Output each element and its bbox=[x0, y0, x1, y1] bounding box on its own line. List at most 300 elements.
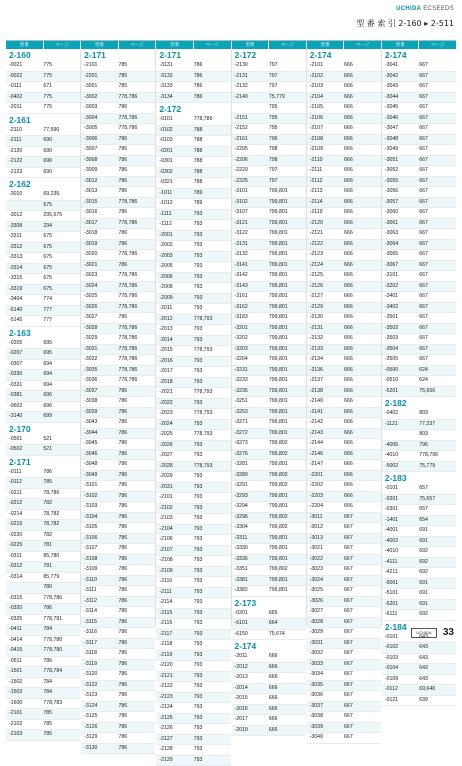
model-code: -3121 bbox=[232, 219, 266, 229]
model-code: -3022 bbox=[307, 555, 341, 565]
page-ref: 666 bbox=[341, 229, 381, 239]
model-code: -0102 bbox=[156, 126, 190, 136]
index-row bbox=[81, 408, 155, 419]
page-ref: 521 bbox=[40, 445, 80, 455]
page-ref: 786 bbox=[116, 733, 156, 743]
model-code: -2201 bbox=[307, 471, 341, 481]
page-ref: 799,801 bbox=[266, 334, 306, 344]
model-code: -0414 bbox=[6, 636, 40, 646]
index-row bbox=[307, 135, 381, 146]
model-code: -2130 bbox=[307, 313, 341, 323]
code-header: 型番 bbox=[156, 41, 194, 49]
page-ref: 793 bbox=[191, 273, 231, 283]
model-code: -3106 bbox=[81, 534, 115, 544]
page-ref: 666 bbox=[341, 135, 381, 145]
index-row bbox=[81, 261, 155, 272]
model-code: -3024 bbox=[307, 576, 341, 586]
index-row bbox=[382, 271, 456, 282]
index-row bbox=[382, 366, 456, 377]
model-code: -3109 bbox=[81, 565, 115, 575]
index-row bbox=[156, 325, 230, 336]
model-code: -2131 bbox=[307, 324, 341, 334]
index-row bbox=[156, 703, 230, 714]
model-code: -3204 bbox=[232, 355, 266, 365]
page-ref: 624 bbox=[416, 366, 456, 376]
page-ref: 799,801 bbox=[266, 492, 306, 502]
index-row bbox=[307, 628, 381, 639]
model-code: -3003 bbox=[81, 103, 115, 113]
page-ref: 784 bbox=[40, 678, 80, 688]
page-ref: 793 bbox=[191, 241, 231, 251]
model-code: -3013 bbox=[81, 187, 115, 197]
index-row bbox=[6, 157, 80, 168]
page-ref: 667 bbox=[341, 733, 381, 743]
model-code: -0101 bbox=[382, 484, 416, 494]
index-row bbox=[307, 271, 381, 282]
page-ref: 666 bbox=[341, 271, 381, 281]
model-code: -3065 bbox=[382, 250, 416, 260]
page-ref: 75,779 bbox=[266, 93, 306, 103]
page-ref: 666 bbox=[341, 93, 381, 103]
page-ref: 667 bbox=[416, 250, 456, 260]
index-row bbox=[232, 261, 306, 272]
group-code: 2-183 bbox=[382, 472, 456, 484]
model-code: -0402 bbox=[382, 409, 416, 419]
model-code: -2115 bbox=[156, 609, 190, 619]
model-code: -2129 bbox=[156, 756, 190, 766]
model-code: -3038 bbox=[81, 397, 115, 407]
model-code: -2109 bbox=[307, 145, 341, 155]
model-code: -2105 bbox=[307, 103, 341, 113]
model-code: -2133 bbox=[307, 345, 341, 355]
model-code: -3036 bbox=[81, 376, 115, 386]
index-row bbox=[81, 313, 155, 324]
model-code: -0500 bbox=[382, 366, 416, 376]
index-row bbox=[6, 190, 80, 201]
index-row bbox=[6, 61, 80, 72]
index-row bbox=[156, 651, 230, 662]
index-row bbox=[382, 240, 456, 251]
page-ref: 784 bbox=[40, 625, 80, 635]
model-code: -3293 bbox=[232, 492, 266, 502]
page-ref: 666 bbox=[341, 492, 381, 502]
model-code: -3063 bbox=[382, 229, 416, 239]
page-ref: 667 bbox=[416, 282, 456, 292]
index-row bbox=[382, 93, 456, 104]
model-code: -2005 bbox=[156, 262, 190, 272]
index-row bbox=[382, 124, 456, 135]
index-row bbox=[156, 430, 230, 441]
model-code: -2123 bbox=[6, 168, 40, 178]
page-ref: 666 bbox=[341, 240, 381, 250]
model-code: -0302 bbox=[156, 168, 190, 178]
index-row bbox=[232, 229, 306, 240]
index-row bbox=[156, 210, 230, 221]
index-row bbox=[307, 156, 381, 167]
page-ref: 782 bbox=[40, 499, 80, 509]
page-ref: 691 bbox=[416, 589, 456, 599]
index-row bbox=[307, 418, 381, 429]
page-ref: 667 bbox=[341, 702, 381, 712]
page-ref: 793 bbox=[191, 651, 231, 661]
model-code: -3312 bbox=[6, 243, 40, 253]
page-ref: 667 bbox=[416, 72, 456, 82]
model-code: -3035 bbox=[307, 681, 341, 691]
model-code: -2128 bbox=[156, 745, 190, 755]
page-ref: 788 bbox=[191, 178, 231, 188]
page-ref: 785 bbox=[40, 730, 80, 740]
model-code: -0311 bbox=[6, 552, 40, 562]
index-row bbox=[6, 489, 80, 500]
index-row bbox=[232, 429, 306, 440]
model-code: -1111 bbox=[156, 210, 190, 220]
group-code: 2-172 bbox=[156, 103, 230, 115]
model-code: -2013 bbox=[232, 673, 266, 683]
index-row bbox=[81, 450, 155, 461]
page-ref: 793 bbox=[191, 262, 231, 272]
page-ref: 692 bbox=[416, 610, 456, 620]
model-code: -3101 bbox=[232, 187, 266, 197]
page-ref: 799,801 bbox=[266, 387, 306, 397]
page-ref: 778,793 bbox=[191, 409, 231, 419]
model-code: -2003 bbox=[156, 252, 190, 262]
model-code: -3021 bbox=[307, 544, 341, 554]
model-code: -4010 bbox=[382, 547, 416, 557]
index-row bbox=[232, 376, 306, 387]
page-ref: 667 bbox=[416, 82, 456, 92]
index-column bbox=[6, 41, 81, 626]
model-code: -3042 bbox=[382, 72, 416, 82]
page-ref: 667 bbox=[341, 723, 381, 733]
page-ref: 778,786 bbox=[116, 250, 156, 260]
page-ref: 75,657 bbox=[416, 495, 456, 505]
group-heading bbox=[307, 49, 381, 61]
index-row bbox=[307, 324, 381, 335]
model-code: -6101 bbox=[232, 619, 266, 629]
index-row bbox=[307, 198, 381, 209]
model-code: -3503 bbox=[382, 334, 416, 344]
model-code: -0511 bbox=[6, 657, 40, 667]
model-code: -3052 bbox=[382, 166, 416, 176]
page-ref: 786 bbox=[116, 166, 156, 176]
model-code: -3294 bbox=[232, 502, 266, 512]
model-code: -1012 bbox=[156, 199, 190, 209]
page-ref: 799,801 bbox=[266, 376, 306, 386]
page-ref: 799,801 bbox=[266, 282, 306, 292]
page-ref: 667 bbox=[341, 712, 381, 722]
page-ref: 799,802 bbox=[266, 513, 306, 523]
page-ref: 667 bbox=[341, 628, 381, 638]
model-code: -2117 bbox=[156, 630, 190, 640]
model-code: -2202 bbox=[307, 481, 341, 491]
model-code: -2120 bbox=[307, 219, 341, 229]
index-row bbox=[382, 103, 456, 114]
model-code: -3308 bbox=[6, 222, 40, 232]
model-code: -5101 bbox=[382, 589, 416, 599]
page-ref: 643 bbox=[416, 664, 456, 674]
index-row bbox=[6, 562, 80, 573]
index-row bbox=[232, 630, 306, 641]
model-code: -2141 bbox=[307, 408, 341, 418]
model-code: -0205 bbox=[6, 339, 40, 349]
page-ref: 667 bbox=[416, 324, 456, 334]
page-ref: 667 bbox=[341, 670, 381, 680]
page-ref: 666 bbox=[341, 376, 381, 386]
page-ref: 799,801 bbox=[266, 576, 306, 586]
index-row bbox=[156, 273, 230, 284]
page-ref: 778,786 bbox=[116, 271, 156, 281]
index-row bbox=[232, 282, 306, 293]
model-code: -2127 bbox=[156, 735, 190, 745]
model-code: -0510 bbox=[382, 376, 416, 386]
index-row bbox=[156, 546, 230, 557]
page-ref: 667 bbox=[341, 565, 381, 575]
model-code: -3111 bbox=[81, 586, 115, 596]
page-header: 型 番 索 引 2-160 ▸ 2-511 bbox=[356, 18, 454, 29]
model-code: -2031 bbox=[156, 483, 190, 493]
page-ref: 699 bbox=[40, 412, 80, 422]
index-row bbox=[81, 103, 155, 114]
index-row bbox=[156, 93, 230, 104]
index-row bbox=[307, 250, 381, 261]
page-ref: 799,801 bbox=[266, 555, 306, 565]
model-code: -3044 bbox=[81, 429, 115, 439]
page-ref: 799,801 bbox=[266, 502, 306, 512]
model-code: -0111 bbox=[6, 82, 40, 92]
page-ref: 799,801 bbox=[266, 345, 306, 355]
index-row bbox=[232, 471, 306, 482]
index-row bbox=[307, 82, 381, 93]
page-ref: 778,783 bbox=[40, 699, 80, 709]
index-row bbox=[307, 450, 381, 461]
model-code: -0103 bbox=[382, 654, 416, 664]
page-ref: 781 bbox=[40, 562, 80, 572]
model-code: -0220 bbox=[6, 531, 40, 541]
page-ref: 793 bbox=[191, 535, 231, 545]
index-row bbox=[382, 589, 456, 600]
index-row bbox=[156, 493, 230, 504]
page-ref: 778,793 bbox=[191, 388, 231, 398]
group-code: 2-184 bbox=[382, 621, 456, 633]
page-ref: 666 bbox=[341, 303, 381, 313]
model-code: -2104 bbox=[156, 525, 190, 535]
model-code: -0321 bbox=[156, 178, 190, 188]
model-code: -2028 bbox=[156, 462, 190, 472]
model-code: -3130 bbox=[81, 744, 115, 754]
index-row bbox=[232, 187, 306, 198]
index-row bbox=[6, 391, 80, 402]
model-code: -3102 bbox=[81, 492, 115, 502]
page-ref: 666 bbox=[266, 715, 306, 725]
page-ref: 799,802 bbox=[266, 471, 306, 481]
index-row bbox=[81, 471, 155, 482]
model-code: -3029 bbox=[307, 628, 341, 638]
model-code: -3008 bbox=[81, 156, 115, 166]
column-header bbox=[81, 41, 155, 49]
index-row bbox=[6, 510, 80, 521]
index-row bbox=[81, 439, 155, 450]
index-row bbox=[307, 513, 381, 524]
index-row bbox=[307, 439, 381, 450]
index-row bbox=[382, 145, 456, 156]
index-row bbox=[156, 178, 230, 189]
index-row bbox=[6, 720, 80, 731]
model-code: -0112 bbox=[382, 685, 416, 695]
index-row bbox=[307, 93, 381, 104]
model-code: -3016 bbox=[81, 208, 115, 218]
model-code: -2142 bbox=[307, 418, 341, 428]
page-ref: 778,780 bbox=[40, 646, 80, 656]
index-row bbox=[156, 231, 230, 242]
model-code: -3319 bbox=[6, 285, 40, 295]
model-code: -3271 bbox=[232, 418, 266, 428]
page-ref: 786 bbox=[116, 460, 156, 470]
index-row bbox=[307, 61, 381, 72]
page-number: 33 bbox=[443, 627, 454, 638]
model-code: -2019 bbox=[232, 726, 266, 736]
model-code: -6111 bbox=[382, 610, 416, 620]
model-code: -3012 bbox=[307, 523, 341, 533]
page-ref: 695 bbox=[40, 349, 80, 359]
index-row bbox=[6, 445, 80, 456]
page-ref: 639 bbox=[416, 696, 456, 706]
index-row bbox=[6, 168, 80, 179]
model-code: -3105 bbox=[81, 523, 115, 533]
group-heading bbox=[6, 423, 80, 435]
index-row bbox=[382, 250, 456, 261]
index-row bbox=[232, 355, 306, 366]
index-row bbox=[6, 709, 80, 720]
index-row bbox=[6, 201, 80, 212]
group-heading bbox=[232, 640, 306, 652]
page-ref: 799,801 bbox=[266, 292, 306, 302]
model-code: -0201 bbox=[232, 609, 266, 619]
page-ref: 799,801 bbox=[266, 366, 306, 376]
model-code: -3143 bbox=[232, 282, 266, 292]
model-code: -2027 bbox=[156, 451, 190, 461]
model-code: -0402 bbox=[6, 93, 40, 103]
model-code: -3276 bbox=[232, 450, 266, 460]
model-code bbox=[382, 430, 416, 440]
column-header bbox=[232, 41, 306, 49]
index-column bbox=[307, 41, 382, 626]
model-code: -2147 bbox=[307, 460, 341, 470]
page-ref: 657 bbox=[416, 484, 456, 494]
model-code: -3007 bbox=[81, 145, 115, 155]
index-row bbox=[81, 72, 155, 83]
group-heading bbox=[382, 49, 456, 61]
model-code: -4001 bbox=[382, 526, 416, 536]
page-ref: 666 bbox=[341, 61, 381, 71]
model-code: -2122 bbox=[307, 240, 341, 250]
index-row bbox=[382, 685, 456, 696]
model-code: -1502 bbox=[6, 678, 40, 688]
model-code: -2205 bbox=[232, 145, 266, 155]
model-code: -0109 bbox=[382, 675, 416, 685]
page-ref: 667 bbox=[416, 303, 456, 313]
model-code: -3026 bbox=[81, 303, 115, 313]
page-ref: 799,801 bbox=[266, 355, 306, 365]
index-row bbox=[81, 145, 155, 156]
group-code: 2-174 bbox=[307, 49, 381, 61]
group-code: 2-174 bbox=[382, 49, 456, 61]
model-code: -2108 bbox=[307, 135, 341, 145]
index-row bbox=[307, 282, 381, 293]
model-code: -3056 bbox=[382, 187, 416, 197]
page-ref: 778,781 bbox=[40, 615, 80, 625]
model-code: -3382 bbox=[232, 586, 266, 596]
page-ref: 793 bbox=[191, 483, 231, 493]
page-ref: 690 bbox=[40, 157, 80, 167]
index-row bbox=[307, 208, 381, 219]
model-code: -2120 bbox=[6, 147, 40, 157]
index-row bbox=[307, 240, 381, 251]
index-row bbox=[232, 292, 306, 303]
page-ref: 75,779 bbox=[416, 462, 456, 472]
page-ref: 666 bbox=[341, 366, 381, 376]
model-code: -2114 bbox=[307, 198, 341, 208]
page-ref: 666 bbox=[341, 387, 381, 397]
page-ref: 235,675 bbox=[40, 211, 80, 221]
index-row bbox=[81, 649, 155, 660]
model-code: -2112 bbox=[307, 177, 341, 187]
code-header: 型番 bbox=[6, 41, 44, 49]
model-code: -3141 bbox=[232, 261, 266, 271]
index-row bbox=[382, 430, 456, 441]
index-row bbox=[382, 451, 456, 462]
page-ref: 666 bbox=[266, 705, 306, 715]
model-code: -0101 bbox=[382, 633, 416, 643]
index-row bbox=[156, 588, 230, 599]
index-row bbox=[156, 220, 230, 231]
page-ref: 666 bbox=[266, 694, 306, 704]
model-code: -3315 bbox=[6, 274, 40, 284]
index-row bbox=[382, 526, 456, 537]
model-code: -3005 bbox=[81, 124, 115, 134]
page-ref: 784 bbox=[40, 688, 80, 698]
model-code: -2132 bbox=[232, 82, 266, 92]
publisher-logo: UCHIDA bbox=[411, 628, 437, 638]
page-ref: 666 bbox=[341, 429, 381, 439]
index-row bbox=[382, 505, 456, 516]
model-code: -3039 bbox=[81, 408, 115, 418]
model-code: -2118 bbox=[156, 640, 190, 650]
page-ref: 793 bbox=[191, 735, 231, 745]
index-row bbox=[81, 597, 155, 608]
index-row bbox=[232, 345, 306, 356]
model-code: -5201 bbox=[382, 600, 416, 610]
page-ref: 786 bbox=[116, 135, 156, 145]
index-row bbox=[307, 219, 381, 230]
page-ref: 521 bbox=[40, 435, 80, 445]
index-row bbox=[6, 688, 80, 699]
page-ref: 786 bbox=[116, 502, 156, 512]
page-ref: 788 bbox=[191, 147, 231, 157]
model-code: -3134 bbox=[156, 93, 190, 103]
index-row bbox=[232, 397, 306, 408]
page-ref: 666 bbox=[341, 208, 381, 218]
index-row bbox=[382, 654, 456, 665]
page-ref: 793 bbox=[191, 378, 231, 388]
index-row bbox=[307, 429, 381, 440]
model-code: -3037 bbox=[81, 387, 115, 397]
index-row bbox=[6, 147, 80, 158]
page-ref: 624 bbox=[416, 376, 456, 386]
code-header: 型番 bbox=[81, 41, 119, 49]
index-row bbox=[156, 672, 230, 683]
page-ref: 799,801 bbox=[266, 219, 306, 229]
model-code: -3116 bbox=[81, 628, 115, 638]
